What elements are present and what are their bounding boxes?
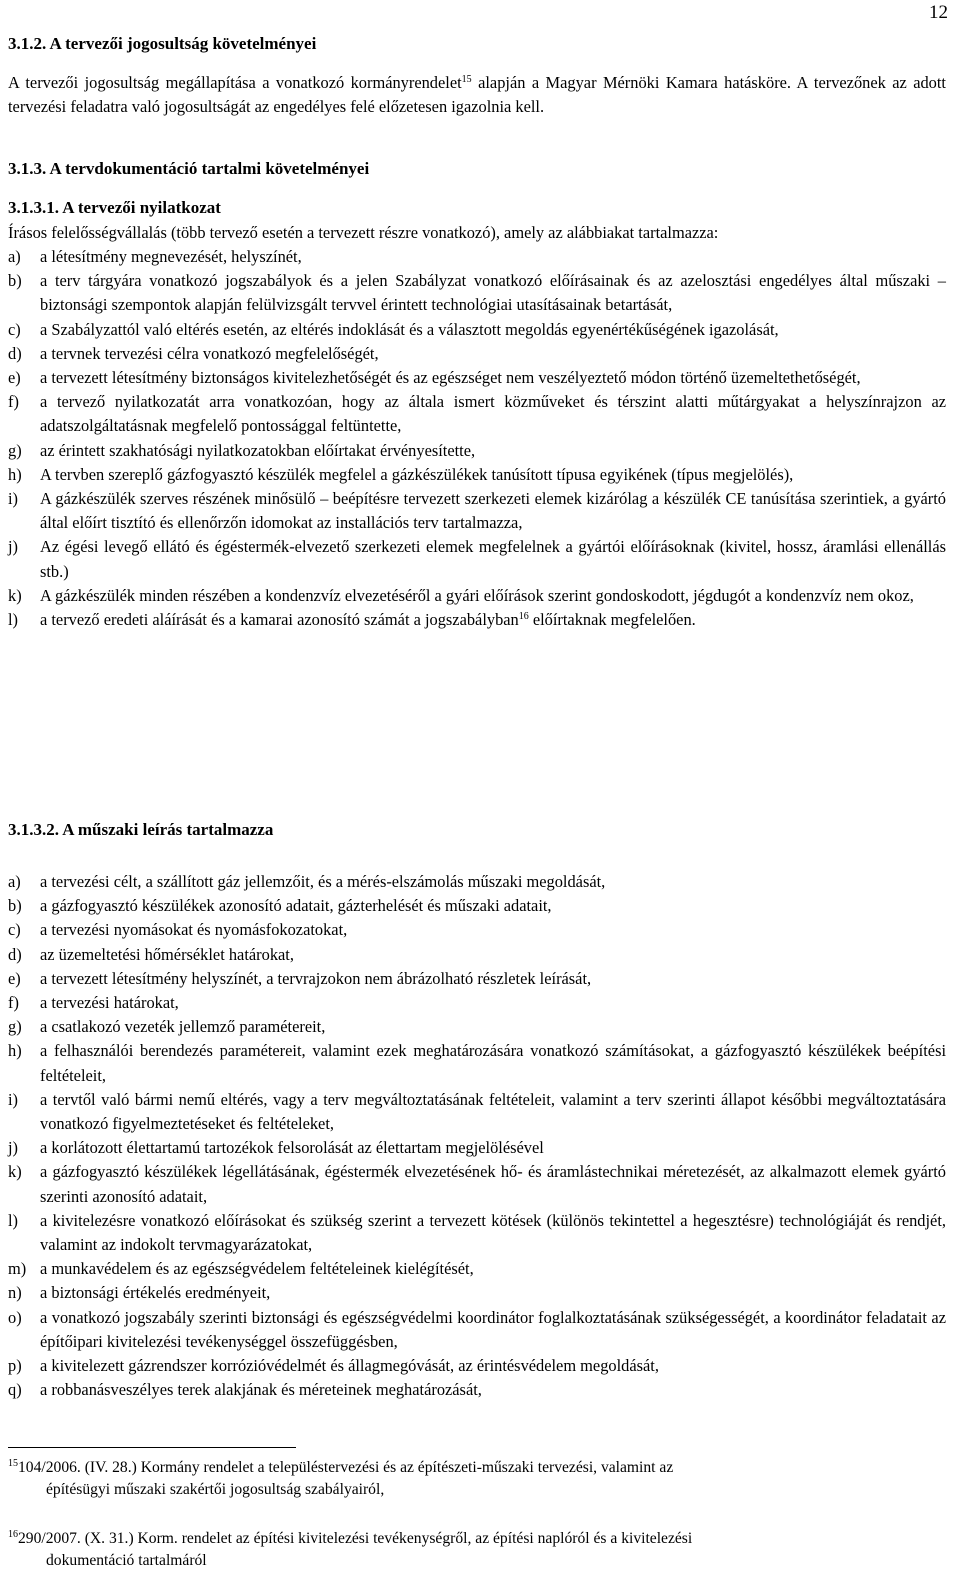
list-item — [8, 390, 946, 438]
list-item-label: b) — [8, 271, 22, 291]
list-item-label: f) — [8, 993, 19, 1013]
list-item-label: i) — [8, 1089, 19, 1109]
list-item-label: h) — [8, 1041, 22, 1061]
list-item — [8, 342, 946, 366]
list-item-text: a tervezett létesítmény helyszínét, a tervrajzokon nem ábrázolható részletek leírását, — [40, 968, 592, 988]
list-item — [8, 1257, 946, 1281]
list-item-text: a csatlakozó vezeték jellemző paramétereit, — [40, 1017, 326, 1037]
list-item — [8, 1209, 946, 1257]
list-item-text: a tervezési nyomásokat és nyomásfokozatokat, — [40, 920, 348, 940]
list-item — [8, 1039, 946, 1087]
list-item-text: A tervben szereplő gázfogyasztó készülék megfelel a gázkészülékek tanúsított típusa egyikének (típus megjelölés), — [40, 464, 794, 484]
section-heading-3-1-3: 3.1.3. A tervdokumentáció tartalmi követelményei — [8, 159, 370, 178]
list-item-label: b) — [8, 896, 22, 916]
list-item-label: g) — [8, 1017, 22, 1037]
list-item-text: a létesítmény megnevezését, helyszínét, — [40, 247, 302, 266]
list-item — [8, 1281, 946, 1305]
list-item-text: a kivitelezésre vonatkozó előírásokat és szükség szerint a tervezett kötések (különös tekintettel a hegesztésre) technológiáját és rendjét, valamint az indokolt tervmagyarázatokat, — [40, 1210, 946, 1255]
list-item — [8, 269, 946, 317]
list-item-label: k) — [8, 585, 22, 605]
list-item — [8, 584, 946, 608]
list-item-text: az érintett szakhatósági nyilatkozatokban előírtakat érvényesítette, — [40, 440, 476, 460]
list-item — [8, 1378, 946, 1402]
list-item — [8, 1160, 946, 1208]
section-heading-3-1-3-2: 3.1.3.2. A műszaki leírás tartalmazza — [8, 820, 274, 839]
list-item — [8, 894, 946, 918]
list-item-text: a felhasználói berendezés paramétereit, valamint ezek meghatározására vonatkozó számításokat, a gázfogyasztó készülékek beépítési feltételeit, — [40, 1041, 946, 1085]
list-item-label: d) — [8, 343, 22, 363]
list-item — [8, 487, 946, 535]
declaration-list — [8, 245, 946, 632]
list-item-label: j) — [8, 1138, 19, 1158]
list-item-label: a) — [8, 247, 21, 266]
list-item-text: a tervezési célt, a szállított gáz jellemzőit, és a mérés-elszámolás műszaki megoldását, — [40, 872, 606, 891]
list-item-text: a tervező nyilatkozatát arra vonatkozóan, hogy az általa ismert közműveket és térszint alatti műtárgyakat a helyszínrajzon az adatszolgáltatásnak megfelelő pontossággal feltüntette, — [40, 392, 946, 436]
list-item-text: a munkavédelem és az egészségvédelem feltételeinek kielégítését, — [40, 1259, 474, 1279]
paragraph-text-start: A tervezői jogosultság megállapítása a vonatkozó kormányrendelet — [8, 73, 462, 92]
section-intro-3-1-3-1: Írásos felelősségvállalás (több tervező esetén a tervezett részre vonatkozó), amely az alábbiakat tartalmazza: — [8, 223, 719, 242]
section-heading-3-1-3-1: 3.1.3.1. A tervezői nyilatkozat — [8, 198, 221, 217]
footnote-separator — [8, 1447, 296, 1448]
list-item-text: a gázfogyasztó készülékek légellátásának, égéstermék elvezetésének hő- és áramlástechnikai méretezését, az alkalmazott elemek gyártó szerinti azonosító adatait, — [40, 1162, 946, 1206]
list-item-label: n) — [8, 1283, 22, 1303]
list-item — [8, 1354, 946, 1378]
list-item-text: a robbanásveszélyes terek alakjának és méreteinek meghatározását, — [40, 1380, 482, 1400]
list-item-text: Az égési levegő ellátó és égéstermék-elvezető szerkezeti elemek megfelelnek a gyártói előírásoknak (kivitel, hossz, áramlási ellenállás stb.) — [40, 537, 946, 581]
list-item — [8, 608, 946, 632]
footnote-ref-15: 15 — [461, 74, 472, 85]
page-number: 12 — [929, 2, 948, 23]
list-item — [8, 918, 946, 942]
list-item-label: e) — [8, 968, 21, 988]
list-item-label: m) — [8, 1259, 27, 1279]
list-item-label: g) — [8, 440, 22, 460]
list-item — [8, 463, 946, 487]
list-item-label: l) — [8, 610, 19, 630]
list-item-label: d) — [8, 944, 22, 964]
footnote-text: 290/2007. (X. 31.) Korm. rendelet az építési kivitelezési tevékenységről, az építési naplóról és a kivitelezési — [18, 1530, 693, 1547]
list-item — [8, 1306, 946, 1354]
footnote-ref-16: 16 — [518, 611, 529, 623]
list-item-text: a korlátozott élettartamú tartozékok felsorolását az élettartam megjelölésével — [40, 1138, 544, 1158]
list-item-text: a tervezett létesítmény biztonságos kivitelezhetőségét és az egészséget nem veszélyeztető módon történő üzemeltethetőségét, — [40, 368, 861, 388]
list-item-text: a tervezési határokat, — [40, 993, 179, 1013]
technical-description-list — [8, 870, 946, 1402]
list-item-text: a terv tárgyára vonatkozó jogszabályok és a jelen Szabályzat vonatkozó előírásainak és az azelosztási engedélyes által műszaki – biztonsági szempontok alapján felülvizsgált tervvel érintett technológiai utasításainak betartását, — [40, 271, 946, 315]
list-item — [8, 1015, 946, 1039]
list-item-label: l) — [8, 1210, 19, 1230]
list-item-text-start: a tervező eredeti aláírását és a kamarai azonosító számát a jogszabályban — [40, 610, 519, 630]
list-item — [8, 439, 946, 463]
footnote-mark: 15 — [8, 1458, 18, 1469]
section-heading-3-1-2: 3.1.2. A tervezői jogosultság követelményei — [8, 34, 317, 53]
list-item-text: a tervtől való bármi nemű eltérés, vagy a terv megváltoztatásának feltételeit, valamint a terv szerinti állapot későbbi megváltoztatására vonatkozó figyelmeztetéseket és feltételeket, — [40, 1089, 946, 1134]
list-item-label: h) — [8, 464, 22, 484]
list-item-text: A gázkészülék szerves részének minősülő – beépítésre tervezett szerkezeti elemek kizárólag a készülék CE tanúsítása szerintiek, a gyártó által előírt tisztító és ellenőrzőn idomokat az installációs terv tartalmazza, — [40, 489, 946, 533]
footnote-mark: 16 — [8, 1529, 18, 1540]
list-item — [8, 366, 946, 390]
list-item — [8, 967, 946, 991]
section-paragraph-3-1-2 — [8, 71, 946, 119]
list-item — [8, 318, 946, 342]
footnote-text: 104/2006. (IV. 28.) Kormány rendelet a településtervezési és az építészeti-műszaki tervezési, valamint az — [18, 1459, 674, 1476]
list-item-text: a biztonsági értékelés eredményeit, — [40, 1283, 271, 1303]
list-item-label: c) — [8, 319, 21, 339]
list-item — [8, 245, 946, 269]
list-item-label: e) — [8, 368, 21, 388]
list-item-label: p) — [8, 1356, 22, 1376]
list-item-label: j) — [8, 537, 19, 557]
footnote-text-continued: építésügyi műszaki szakértői jogosultság szabályairól, — [46, 1481, 385, 1498]
list-item — [8, 943, 946, 967]
list-item-label: o) — [8, 1307, 22, 1327]
list-item — [8, 870, 946, 894]
footnote-15 — [8, 1457, 946, 1501]
list-item-label: i) — [8, 489, 19, 509]
list-item-text: a kivitelezett gázrendszer korrózióvédelmét és állagmegóvását, az érintésvédelem megoldását, — [40, 1356, 659, 1376]
paragraph-text-end: alapján a Magyar Mérnöki Kamara hatásköre. A tervezőnek az adott tervezési feladatra való jogosultságát az engedélyes felé előzetesen igazolnia kell. — [8, 73, 946, 117]
list-item-label: a) — [8, 872, 21, 891]
list-item — [8, 535, 946, 583]
list-item-text: a gázfogyasztó készülékek azonosító adatait, gázterhelését és műszaki adatait, — [40, 896, 552, 916]
footnote-16 — [8, 1528, 946, 1572]
list-item-text — [40, 608, 946, 632]
list-item — [8, 1088, 946, 1136]
list-item — [8, 1136, 946, 1160]
footnote-text-continued: dokumentáció tartalmáról — [46, 1552, 207, 1569]
list-item-text: a vonatkozó jogszabály szerinti biztonsági és egészségvédelmi koordinátor foglalkoztatásának szükségességét, a koordinátor feladatait az építőipari kivitelezési tevékenységgel összefüggésben, — [40, 1307, 946, 1351]
list-item-label: q) — [8, 1380, 22, 1400]
list-item-text: A gázkészülék minden részében a kondenzvíz elvezetéséről a gyári előírások szerint gondoskodott, jégdugót a kondenzvíz nem okoz, — [40, 585, 914, 605]
list-item-label: k) — [8, 1162, 22, 1182]
list-item-text-end: előírtaknak megfelelően. — [528, 610, 696, 630]
list-item — [8, 991, 946, 1015]
list-item-text: a Szabályzattól való eltérés esetén, az eltérés indoklását és a választott megoldás egyenértékűségének igazolását, — [40, 319, 779, 339]
list-item-text: az üzemeltetési hőmérséklet határokat, — [40, 944, 294, 964]
list-item-label: f) — [8, 392, 19, 412]
list-item-text: a tervnek tervezési célra vonatkozó megfelelőségét, — [40, 343, 379, 363]
list-item-label: c) — [8, 920, 21, 940]
